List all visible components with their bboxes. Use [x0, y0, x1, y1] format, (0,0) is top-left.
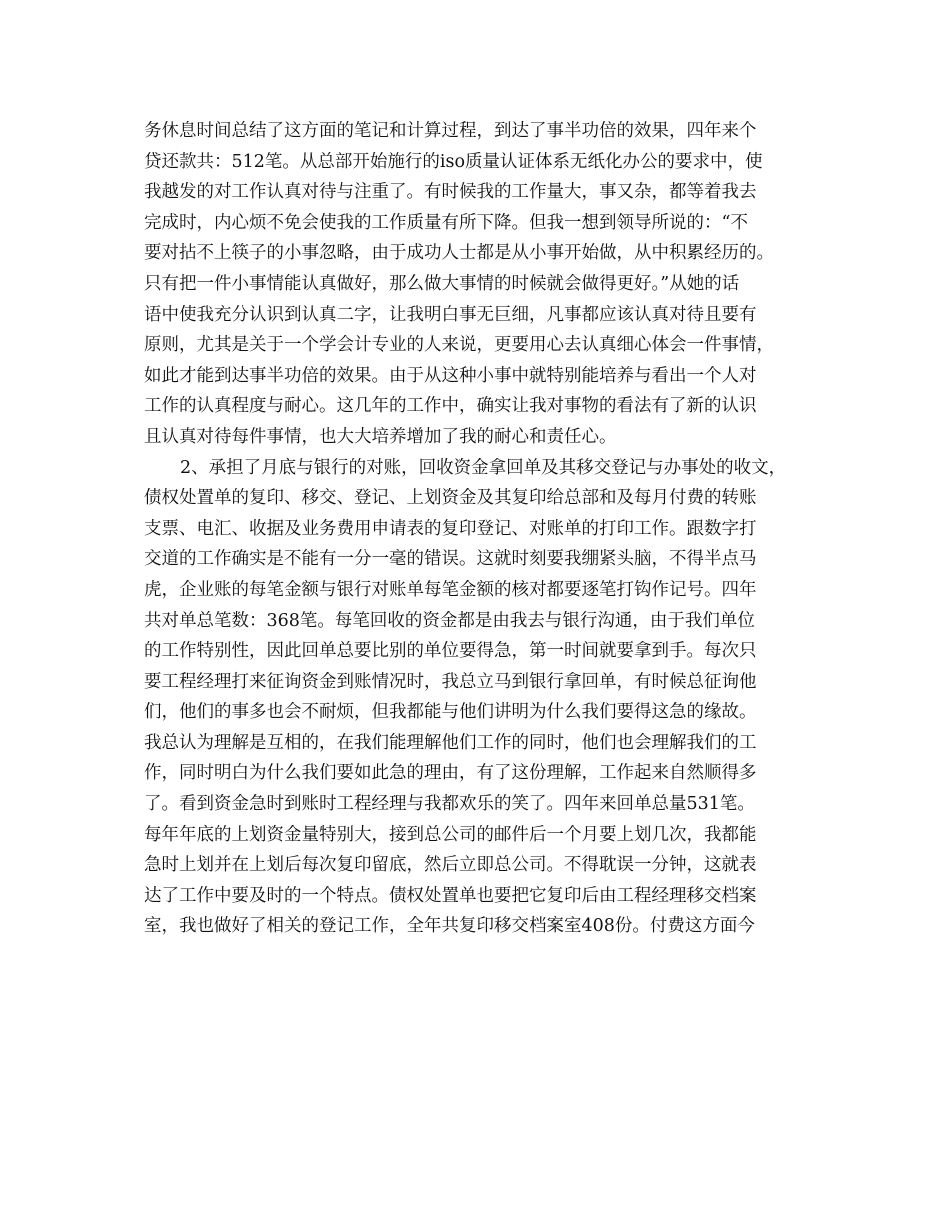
text-line: 务休息时间总结了这方面的笔记和计算过程，到达了事半功倍的效果，四年来个 [144, 121, 757, 141]
text-line: 债权处置单的复印、移交、登记、上划资金及其复印给总部和及每月付费的转账 [144, 488, 757, 509]
text-line: 要对拈不上筷子的小事忽略，由于成功人士都是从小事开始做，从中积累经历的。 [144, 243, 774, 264]
text-line: 完成时，内心烦不免会使我的工作质量有所下降。但我一想到领导所说的：“不 [144, 212, 748, 233]
text-line: 们，他们的事多也会不耐烦，但我都能与他们讲明为什么我们要得这急的缘故。 [144, 702, 757, 723]
text-line: 共对单总笔数：368笔。每笔回收的资金都是由我去与银行沟通，由于我们单位 [144, 610, 755, 631]
text-line: 要工程经理打来征询资金到账情况时，我总立马到银行拿回单，有时候总征询他 [144, 671, 757, 692]
text-line: 达了工作中要及时的一个特点。债权处置单也要把它复印后由工程经理移交档案 [144, 885, 757, 906]
text-line: 只有把一件小事情能认真做好，那么做大事情的时候就会做得更好。”从她的话 [144, 273, 740, 294]
text-line: 急时上划并在上划后每次复印留底，然后立即总公司。不得耽误一分钟，这就表 [144, 855, 757, 876]
text-line: 每年年底的上划资金量特别大，接到总公司的邮件后一个月要上划几次，我都能 [144, 824, 757, 845]
text-line: 语中使我充分认识到认真二字，让我明白事无巨细，凡事都应该认真对待且要有 [144, 304, 757, 325]
text-line: 作，同时明白为什么我们要如此急的理由，有了这份理解，工作起来自然顺得多 [144, 763, 757, 784]
text-line: 如此才能到达事半功倍的效果。由于从这种小事中就特别能培养与看出一个人对 [144, 365, 757, 386]
text-line: 交道的工作确实是不能有一分一毫的错误。这就时刻要我绷紧头脑，不得半点马 [144, 549, 757, 570]
text-line: 的工作特别性，因此回单总要比别的单位要得急，第一时间就要拿到手。每次只 [144, 641, 757, 662]
text-line: 我总认为理解是互相的，在我们能理解他们工作的同时，他们也会理解我们的工 [144, 732, 757, 753]
text-line: 工作的认真程度与耐心。这几年的工作中，确实让我对事物的看法有了新的认识 [144, 396, 757, 417]
text-line: 虎，企业账的每笔金额与银行对账单每笔金额的核对都要逐笔打钩作记号。四年 [144, 579, 757, 600]
text-line: 支票、电汇、收据及业务费用申请表的复印登记、对账单的打印工作。跟数字打 [144, 518, 757, 539]
text-line: 且认真对待每件事情，也大大培养增加了我的耐心和责任心。 [144, 426, 617, 447]
text-line: 我越发的对工作认真对待与注重了。有时候我的工作量大，事又杂，都等着我去 [144, 182, 757, 203]
text-line: 原则，尤其是关于一个学会计专业的人来说，更要用心去认真细心体会一件事情， [144, 335, 774, 356]
body-text [144, 116, 844, 942]
paragraph-start-line: 2、承担了月底与银行的对账，回收资金拿回单及其移交登记与办事处的收文， [180, 457, 787, 478]
text-line: 贷还款共：512笔。从总部开始施行的iso质量认证体系无纸化办公的要求中，使 [144, 151, 763, 172]
text-line: 室，我也做好了相关的登记工作，全年共复印移交档案室408份。付费这方面今 [144, 916, 755, 937]
text-line: 了。看到资金急时到账时工程经理与我都欢乐的笑了。四年来回单总量531笔。 [144, 794, 755, 815]
